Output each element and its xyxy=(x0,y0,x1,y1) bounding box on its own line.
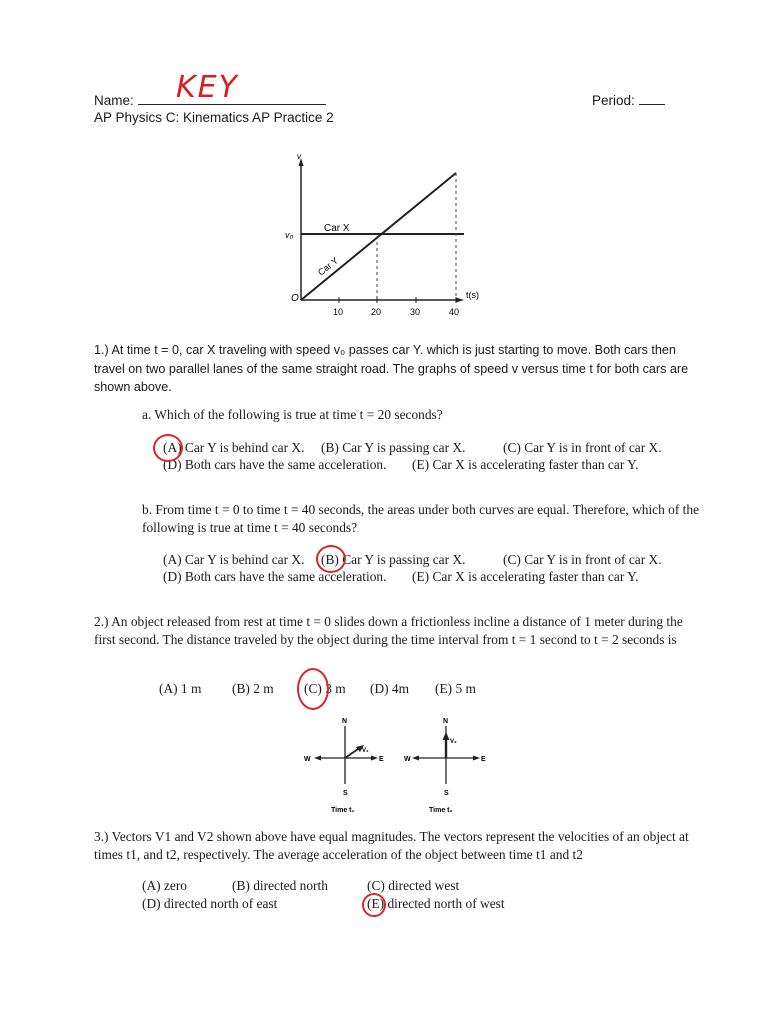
car-y-label: Car Y xyxy=(315,255,341,278)
t1-n: N xyxy=(342,718,348,725)
tick-label-30: 30 xyxy=(410,307,421,317)
q1b-option-a: (A) Car Y is behind car X. xyxy=(163,552,305,567)
q1b-option-e: (E) Car X is accelerating faster than car Y. xyxy=(412,569,639,584)
tick-label-20: 20 xyxy=(371,307,382,317)
t-axis-arrow xyxy=(456,298,464,303)
q2-option-e: (E) 5 m xyxy=(435,681,476,696)
q1-stem: 1.) At time t = 0, car X traveling with speed v₀ passes car Y. which is just starting to move. Both cars then travel on two parallel lanes of the same straight road. The graphs of speed v versus time t for both cars are shown above. xyxy=(94,343,689,394)
v2-label: V₂ xyxy=(450,739,457,745)
tick-label-40: 40 xyxy=(449,307,460,317)
speed-time-graph xyxy=(280,148,500,318)
answer-circle-q1a xyxy=(153,434,183,462)
q1a-option-b: (B) Car Y is passing car X. xyxy=(321,440,466,455)
time2-label: Time t₂ xyxy=(429,807,453,814)
t2-w: W xyxy=(404,756,411,763)
period-label: Period: xyxy=(592,93,635,108)
car-x-label: Car X xyxy=(324,223,350,234)
period-underline xyxy=(639,90,665,105)
q1b-option-b: (B) Car Y is passing car X. xyxy=(321,552,466,567)
q1b-option-d: (D) Both cars have the same acceleration. xyxy=(163,569,387,584)
answer-circle-q2 xyxy=(297,668,329,710)
q3-stem: 3.) Vectors V1 and V2 shown above have equal magnitudes. The vectors represent the velocities of an object at times t1, and t2, respectively. The average acceleration of the object between time t1 and t2 xyxy=(94,829,689,862)
t2-east-arrow xyxy=(473,756,480,761)
q3-option-a: (A) zero xyxy=(142,878,187,893)
time1-label: Time t₁ xyxy=(331,807,355,814)
q3-option-c: (C) directed west xyxy=(367,878,460,893)
t1-east-arrow xyxy=(371,756,378,761)
v0-label: v₀ xyxy=(285,230,294,240)
q2-stem: 2.) An object released from rest at time t = 0 slides down a frictionless incline a distance of 1 meter during the first second. The distance traveled by the object during the time interval from t = 1 second to t = 2 seconds is xyxy=(94,614,683,647)
t2-n: N xyxy=(443,718,449,725)
tick-label-10: 10 xyxy=(333,307,344,317)
v-axis-label: v xyxy=(297,152,301,161)
t-axis-label: t(s) xyxy=(466,290,479,300)
q3-option-e: (E) directed north of west xyxy=(367,896,505,911)
name-label: Name: xyxy=(94,93,134,108)
q2-option-b: (B) 2 m xyxy=(232,681,274,696)
t1-s: S xyxy=(343,790,348,797)
q1a-option-a: (A) Car Y is behind car X. xyxy=(163,440,305,455)
q1a-option-d: (D) Both cars have the same acceleration. xyxy=(163,457,387,472)
q2-option-d: (D) 4m xyxy=(370,681,410,696)
origin-label: O xyxy=(291,293,299,304)
period-row xyxy=(592,90,665,108)
answer-circle-q3 xyxy=(362,893,386,917)
velocity-vectors-diagram xyxy=(300,712,500,818)
course-title: AP Physics C: Kinematics AP Practice 2 xyxy=(94,110,334,125)
t2-s: S xyxy=(444,790,449,797)
q2-option-a: (A) 1 m xyxy=(159,681,202,696)
q3-option-b: (B) directed north xyxy=(232,878,328,893)
q2-option-c: (C) 3 m xyxy=(304,681,346,696)
t2-west-arrow xyxy=(412,756,419,761)
t1-w: W xyxy=(304,756,311,763)
t1-e: E xyxy=(379,756,384,763)
q3-option-d: (D) directed north of east xyxy=(142,896,278,911)
answer-circle-q1b xyxy=(316,545,346,573)
q1b-option-c: (C) Car Y is in front of car X. xyxy=(503,552,662,567)
q1a-option-c: (C) Car Y is in front of car X. xyxy=(503,440,662,455)
name-answer: KEY xyxy=(176,70,239,105)
t2-e: E xyxy=(481,756,486,763)
q1a-question: a. Which of the following is true at time t = 20 seconds? xyxy=(142,407,443,422)
car-y-line xyxy=(301,173,456,300)
v2-arrowhead xyxy=(443,732,450,740)
v1-label: V₁ xyxy=(362,748,369,754)
q1a-option-e: (E) Car X is accelerating faster than car Y. xyxy=(412,457,639,472)
t1-west-arrow xyxy=(314,756,321,761)
q1b-question: b. From time t = 0 to time t = 40 seconds, the areas under both curves are equal. Therefore, which of the following is true at time t = 40 seconds? xyxy=(142,502,700,535)
